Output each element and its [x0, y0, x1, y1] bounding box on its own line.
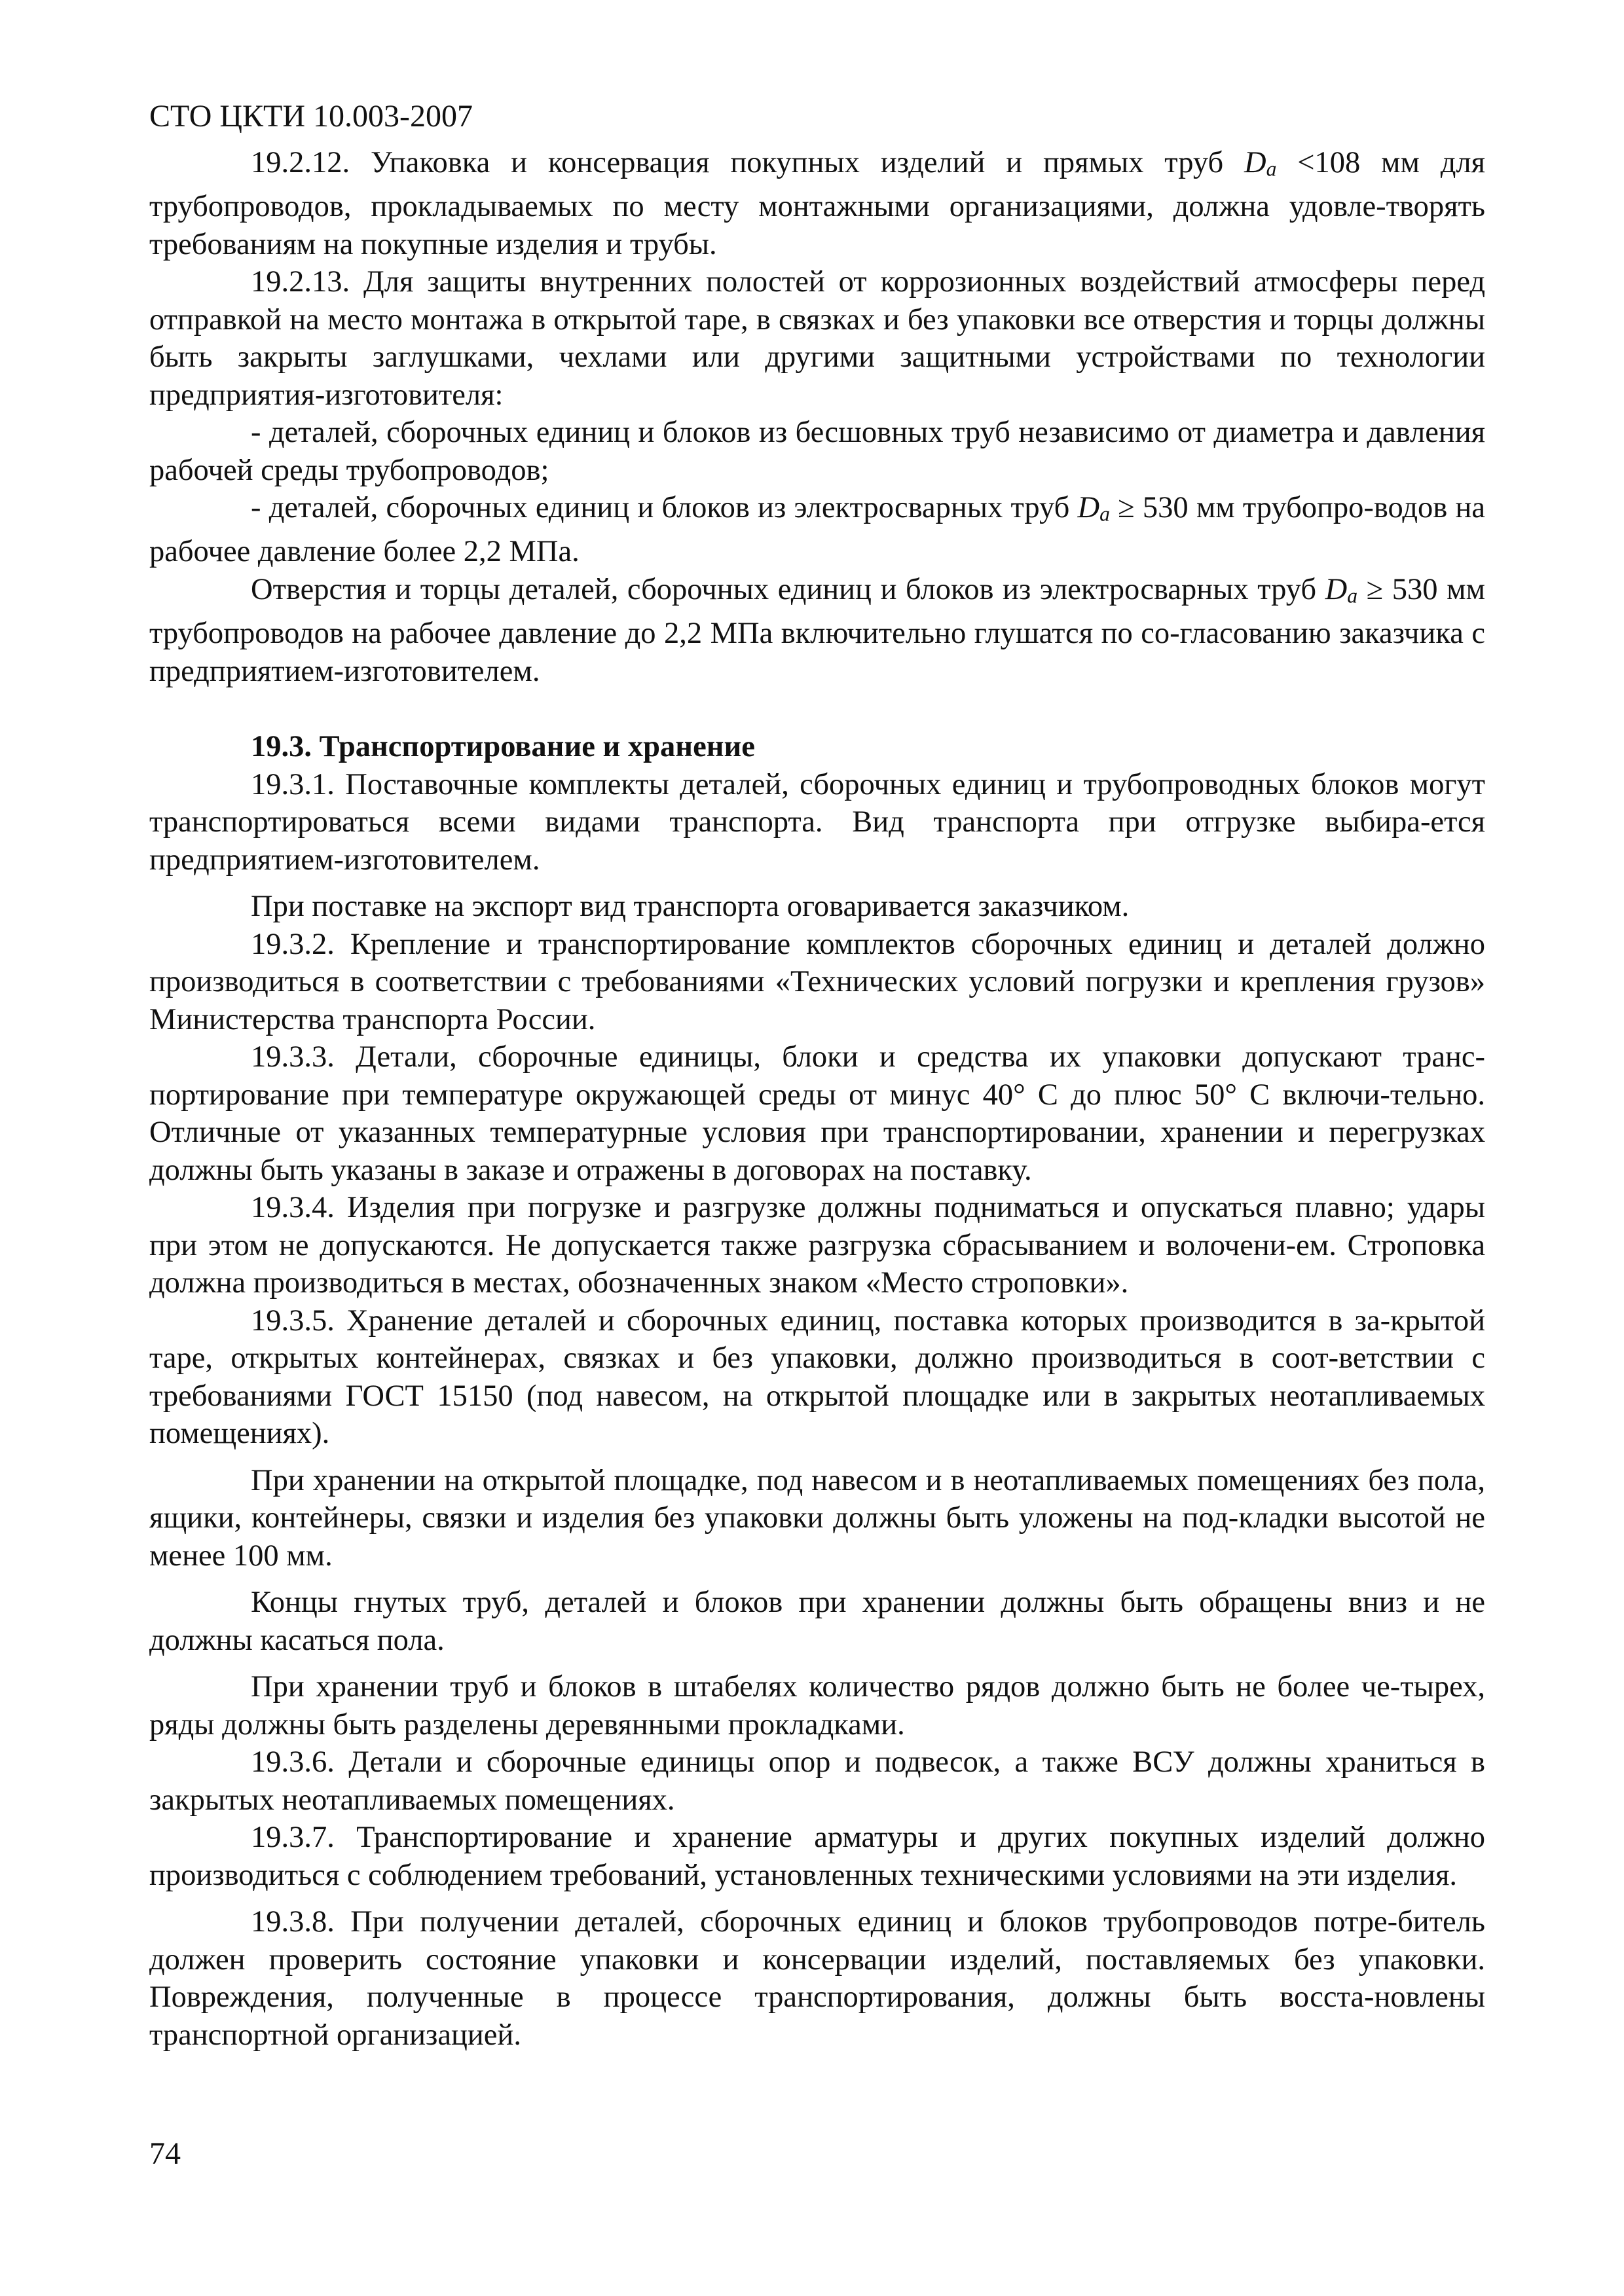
paragraph-open-storage: При хранении на открытой площадке, под навесом и в неотапливаемых помещениях без пола, ящики, контейнеры, связки и изделия без упаковки должны быть уложены на под-кладки высотой не менее 100 мм.: [149, 1463, 1485, 1573]
paragraph-19-3-8: 19.3.8. При получении деталей, сборочных единиц и блоков трубопроводов потре-битель должен проверить состояние упаковки и консервации изделий, поставляемых без упаковки. Повреждения, полученные в процессе транспортирования, должны быть восста-новлены транспортной организацией.: [149, 1905, 1485, 2052]
symbol-subscript-a: a: [1099, 502, 1110, 526]
paragraph-19-3-4: 19.3.4. Изделия при погрузке и разгрузке должны подниматься и опускаться плавно; удары при этом не допускаются. Не допускается также разгрузка сбрасыванием и волочени-ем. Строповка должна производиться в местах, обозначенных знаком «Место строповки».: [149, 1191, 1485, 1300]
section-heading-19-3: 19.3. Транспортирование и хранение: [251, 730, 755, 764]
paragraph-19-3-7: 19.3.7. Транспортирование и хранение арматуры и других покупных изделий должно производиться с соблюдением требований, установленных техническими условиями на эти изделия.: [149, 1821, 1485, 1892]
document-code-header: СТО ЦКТИ 10.003-2007: [149, 99, 473, 134]
symbol-d: D: [1325, 572, 1348, 606]
symbol-subscript-a: a: [1266, 157, 1277, 181]
paragraph-openings-part-a: Отверстия и торцы деталей, сборочных единиц и блоков из электросварных труб: [251, 572, 1325, 606]
paragraph-19-3-6: 19.3.6. Детали и сборочные единицы опор и подвесок, а также ВСУ должны храниться в закрытых неотапливаемых помещениях.: [149, 1745, 1485, 1817]
paragraph-19-2-12: [149, 144, 1485, 263]
paragraph-stacks: При хранении труб и блоков в штабелях количество рядов должно быть не более че-тырех, ряды должны быть разделены деревянными прокладками.: [149, 1670, 1485, 1741]
symbol-d: D: [1244, 146, 1266, 179]
paragraph-19-3-1: 19.3.1. Поставочные комплекты деталей, сборочных единиц и трубопроводных блоков могут транспортироваться всеми видами транспорта. Вид транспорта при отгрузке выбира-ется предприятием-изготовителем.: [149, 767, 1485, 877]
document-body: [149, 144, 1485, 2054]
symbol-d: D: [1077, 491, 1100, 525]
paragraph-19-2-13: 19.2.13. Для защиты внутренних полостей от коррозионных воздействий атмосферы перед отправкой на место монтажа в открытой таре, в связках и без упаковки все отверстия и торцы должны быть закрыты заглушками, чехлами или другими защитными устройствами по технологии предприятия-изготовителя:: [149, 265, 1485, 412]
paragraph-export-transport: При поставке на экспорт вид транспорта оговаривается заказчиком.: [251, 890, 1130, 924]
list-item-welded-part-a: - деталей, сборочных единиц и блоков из электросварных труб: [251, 491, 1078, 525]
list-item-welded-pipes: [149, 489, 1485, 571]
list-item-seamless-pipes: - деталей, сборочных единиц и блоков из бесшовных труб независимо от диаметра и давления рабочей среды трубопроводов;: [149, 416, 1485, 487]
paragraph-19-3-2: 19.3.2. Крепление и транспортирование комплектов сборочных единиц и деталей должно производиться в соответствии с требованиями «Технических условий погрузки и крепления грузов» Министерства транспорта России.: [149, 927, 1485, 1036]
list-item-welded-part-b: ≥ 530 мм трубопро-водов на рабочее давление более 2,2 МПа.: [149, 491, 1486, 569]
paragraph-bent-pipe-ends: Концы гнутых труб, деталей и блоков при хранении должны быть обращены вниз и не должны касаться пола.: [149, 1586, 1485, 1657]
paragraph-19-3-5: 19.3.5. Хранение деталей и сборочных единиц, поставка которых производится в за-крытой таре, открытых контейнерах, связках и без упаковки, должно производиться в соот-ветствии с требованиями ГОСТ 15150 (под навесом, на открытой площадке или в закрытых неотапливаемых помещениях).: [149, 1303, 1485, 1451]
paragraph-openings-part-b: ≥ 530 мм трубопроводов на рабочее давление до 2,2 МПа включительно глушатся по со-гласованию заказчика с предприятием-изготовителем.: [149, 572, 1485, 688]
paragraph-19-2-12-part-a: 19.2.12. Упаковка и консервация покупных изделий и прямых труб: [251, 146, 1244, 179]
page-number: 74: [149, 2136, 181, 2171]
paragraph-19-2-12-part-b: <108 мм для трубопроводов, прокладываемых по месту монтажными организациями, должна удовле-творять требованиям на покупные изделия и трубы.: [149, 146, 1486, 261]
symbol-subscript-a: a: [1347, 584, 1358, 608]
paragraph-openings: [149, 571, 1485, 690]
paragraph-19-3-3: 19.3.3. Детали, сборочные единицы, блоки и средства их упаковки допускают транс-портирование при температуре окружающей среды от минус 40° С до плюс 50° С включи-тельно. Отличные от указанных температурные условия при транспортировании, хранении и перегрузках должны быть указаны в заказе и отражены в договорах на поставку.: [149, 1040, 1485, 1187]
